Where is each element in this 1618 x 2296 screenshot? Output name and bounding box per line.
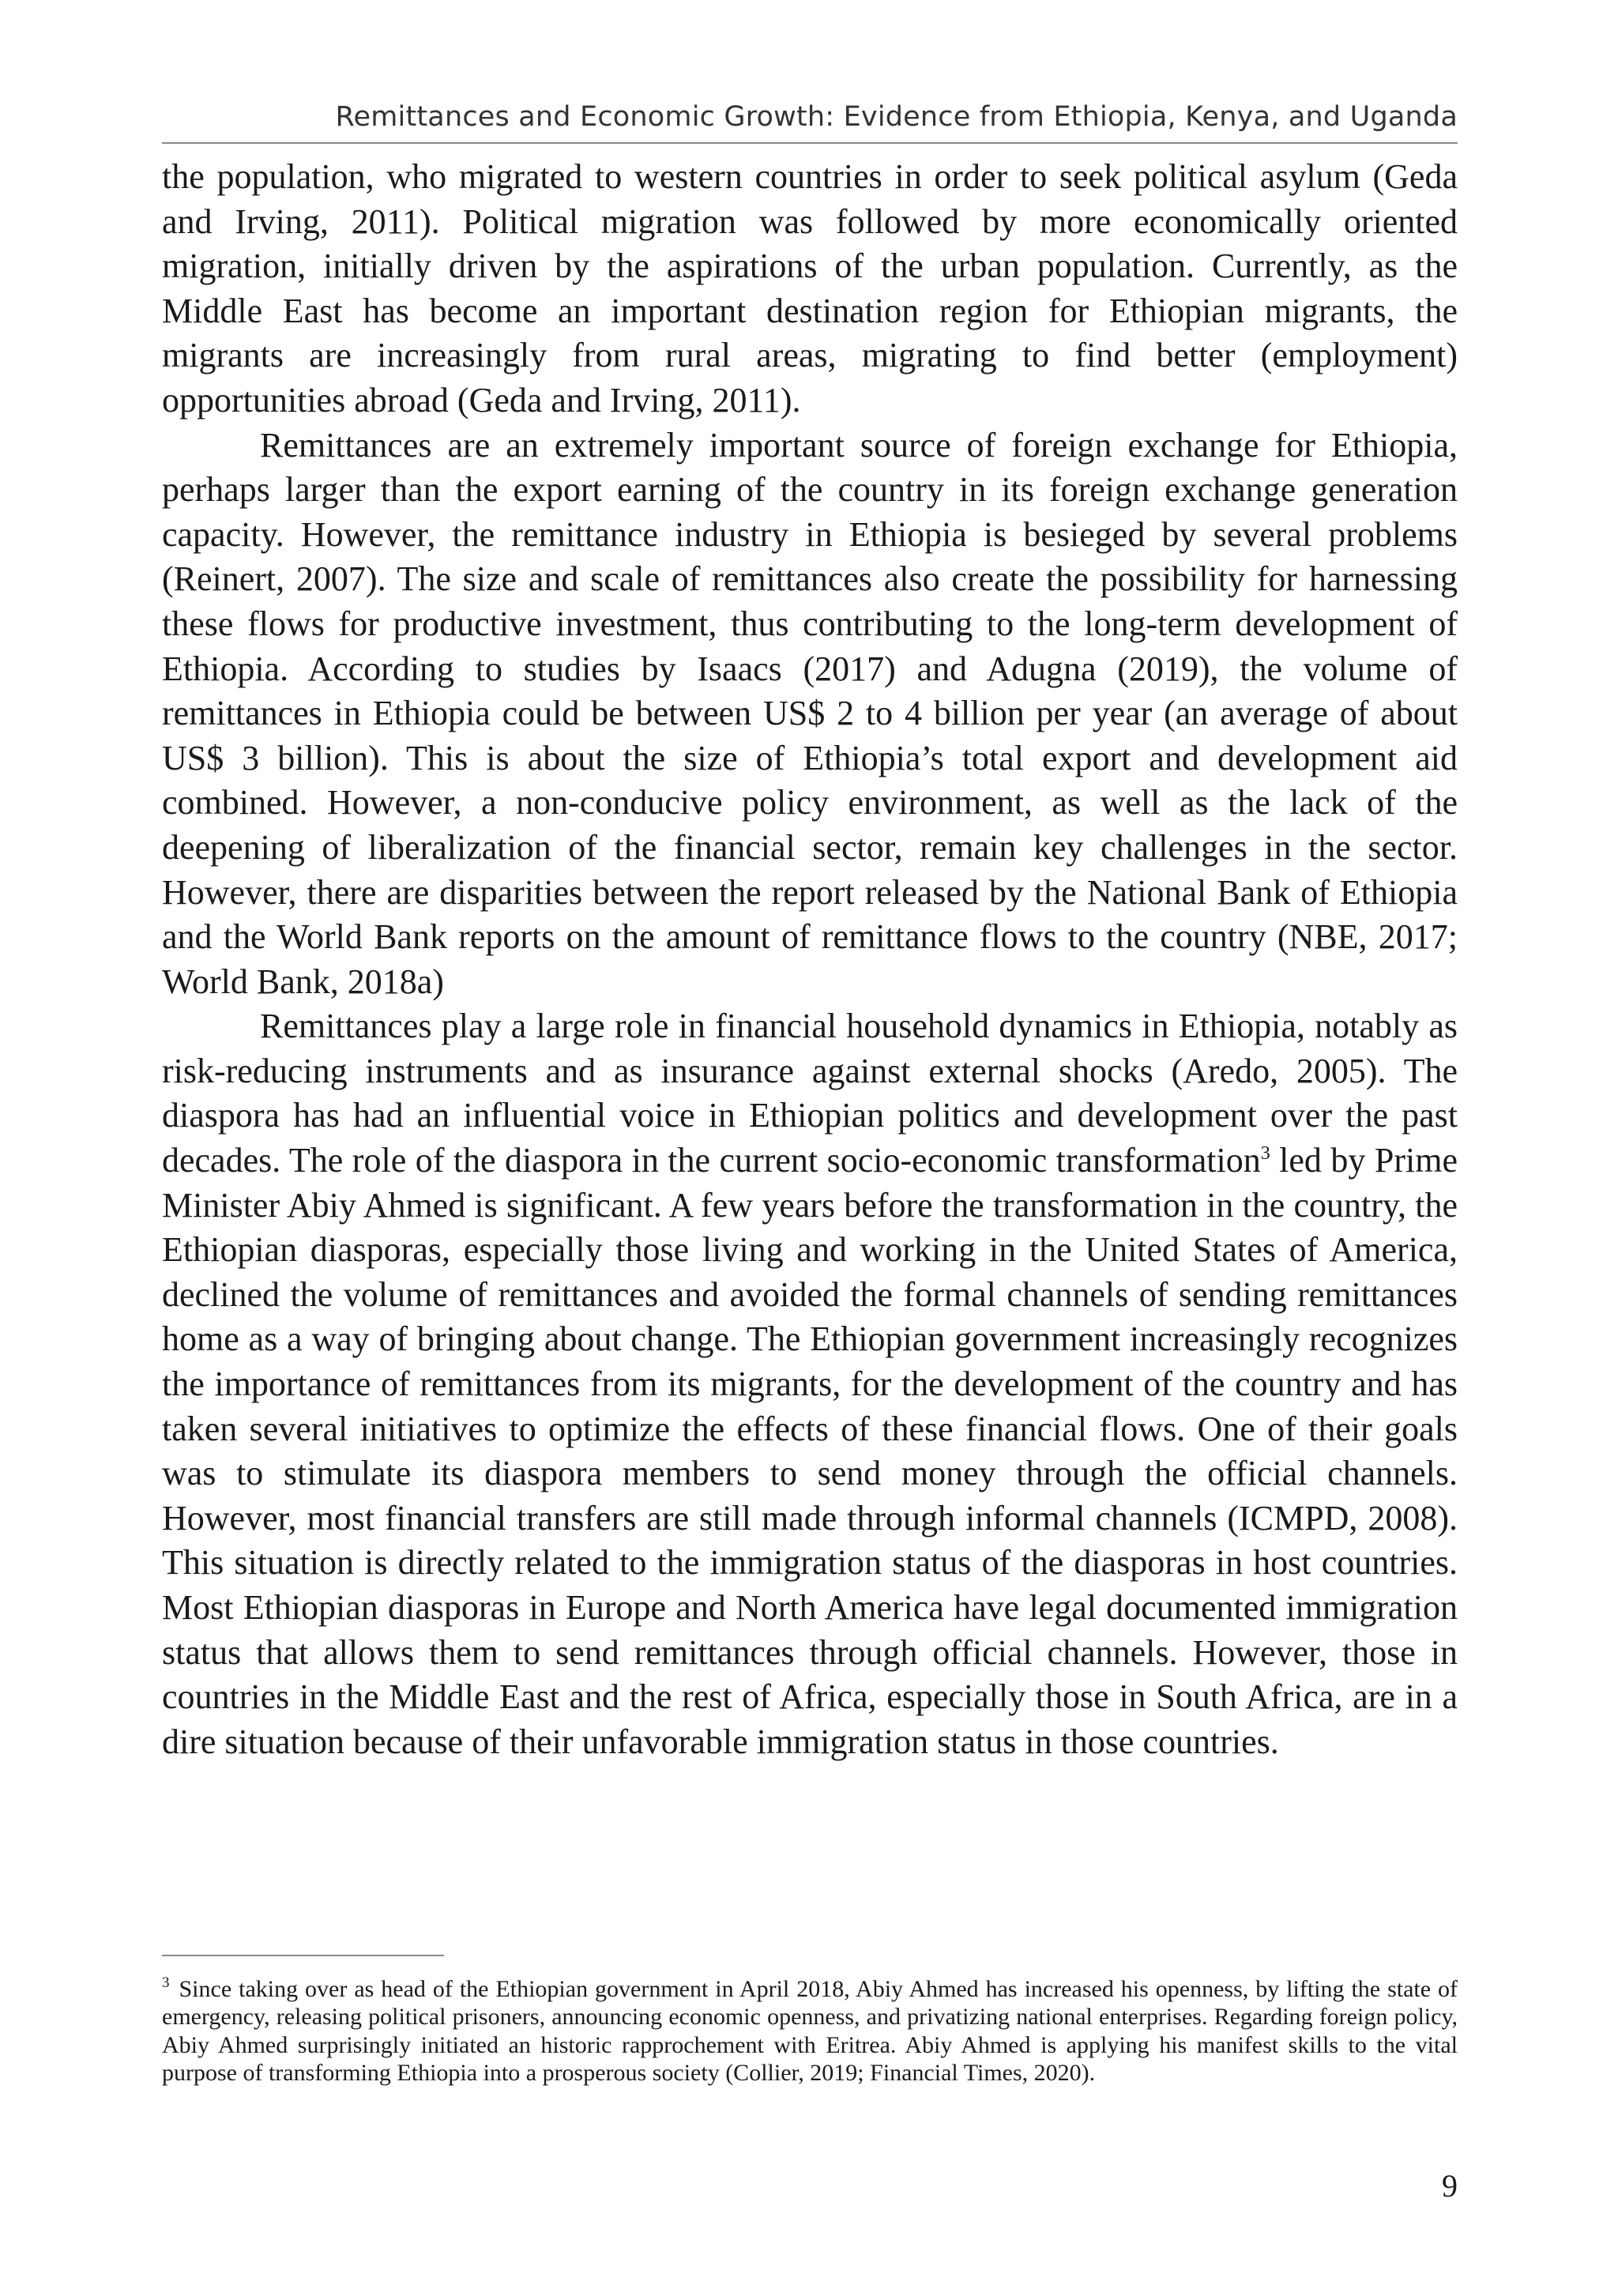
paragraph-1: the population, who migrated to western countries in order to seek political asylum (Geda and Irving, 2011). Political migration was followed by more economically oriented migration, initially driven by the aspirations of the urban population. Currently, as the Middle East has become an important destination region for Ethiopian migrants, the migrants are increasingly from rural areas, migrating to find better (employment) opportunities abroad (Geda and Irving, 2011). (162, 157, 1458, 420)
footnote-marker: 3 (162, 1974, 170, 1991)
paragraph-3-part-1: Remittances play a large role in financial household dynamics in Ethiopia, notably as risk-reducing instruments and as insurance against external shocks (Aredo, 2005). The diaspora has had an influential voice in Ethiopian politics and development over the past decades. The role of the diaspora in the current socio-economic transformation (162, 1007, 1458, 1180)
paragraph-3-part-2: led by Prime Minister Abiy Ahmed is significant. A few years before the transformation in the country, the Ethiopian diasporas, especially those living and working in the United States of America, declined the volume of remittances and avoided the formal channels of sending remittances home as a way of bringing about change. The Ethiopian government increasingly recognizes the importance of remittances from its migrants, for the development of the country and has taken several initiatives to optimize the effects of these financial flows. One of their goals was to stimulate its diaspora members to send money through the official channels. However, most financial transfers are still made through informal channels (ICMPD, 2008). This situation is directly related to the immigration status of the diasporas in host countries. Most Ethiopian diasporas in Europe and North America have legal documented immigration status that allows them to send remittances through official channels. However, those in countries in the Middle East and the rest of Africa, especially those in South Africa, are in a dire situation because of their unfavorable immigration status in those countries. (162, 1141, 1458, 1761)
footnote-text: Since taking over as head of the Ethiopian government in April 2018, Abiy Ahmed has increased his openness, by lifting the state of emergency, releasing political prisoners, announcing economic openness, and privatizing national enterprises. Regarding foreign policy, Abiy Ahmed surprisingly initiated an historic rapprochement with Eritrea. Abiy Ahmed is applying his manifest skills to the vital purpose of transforming Ethiopia into a prosperous society (Collier, 2019; Financial Times, 2020). (162, 1976, 1458, 2087)
footnote (162, 1975, 1458, 2087)
paragraph-3 (162, 1004, 1458, 1764)
body-text (162, 155, 1458, 1764)
running-header: Remittances and Economic Growth: Evidence from Ethiopia, Kenya, and Uganda (335, 101, 1458, 133)
header-rule (162, 142, 1458, 144)
page-number: 9 (1442, 2168, 1458, 2204)
paragraph-2: Remittances are an extremely important source of foreign exchange for Ethiopia, perhaps larger than the export earning of the country in its foreign exchange generation capacity. However, the remittance industry in Ethiopia is besieged by several problems (Reinert, 2007). The size and scale of remittances also create the possibility for harnessing these flows for productive investment, thus contributing to the long-term development of Ethiopia. According to studies by Isaacs (2017) and Adugna (2019), the volume of remittances in Ethiopia could be between US$ 2 to 4 billion per year (an average of about US$ 3 billion). This is about the size of Ethiopia’s total export and development aid combined. However, a non-conducive policy environment, as well as the lack of the deepening of liberalization of the financial sector, remain key challenges in the sector. However, there are disparities between the report released by the National Bank of Ethiopia and the World Bank reports on the amount of remittance flows to the country (NBE, 2017; World Bank, 2018a) (162, 425, 1458, 1001)
footnote-rule (162, 1955, 444, 1956)
footnote-reference[interactable]: 3 (1260, 1143, 1270, 1165)
